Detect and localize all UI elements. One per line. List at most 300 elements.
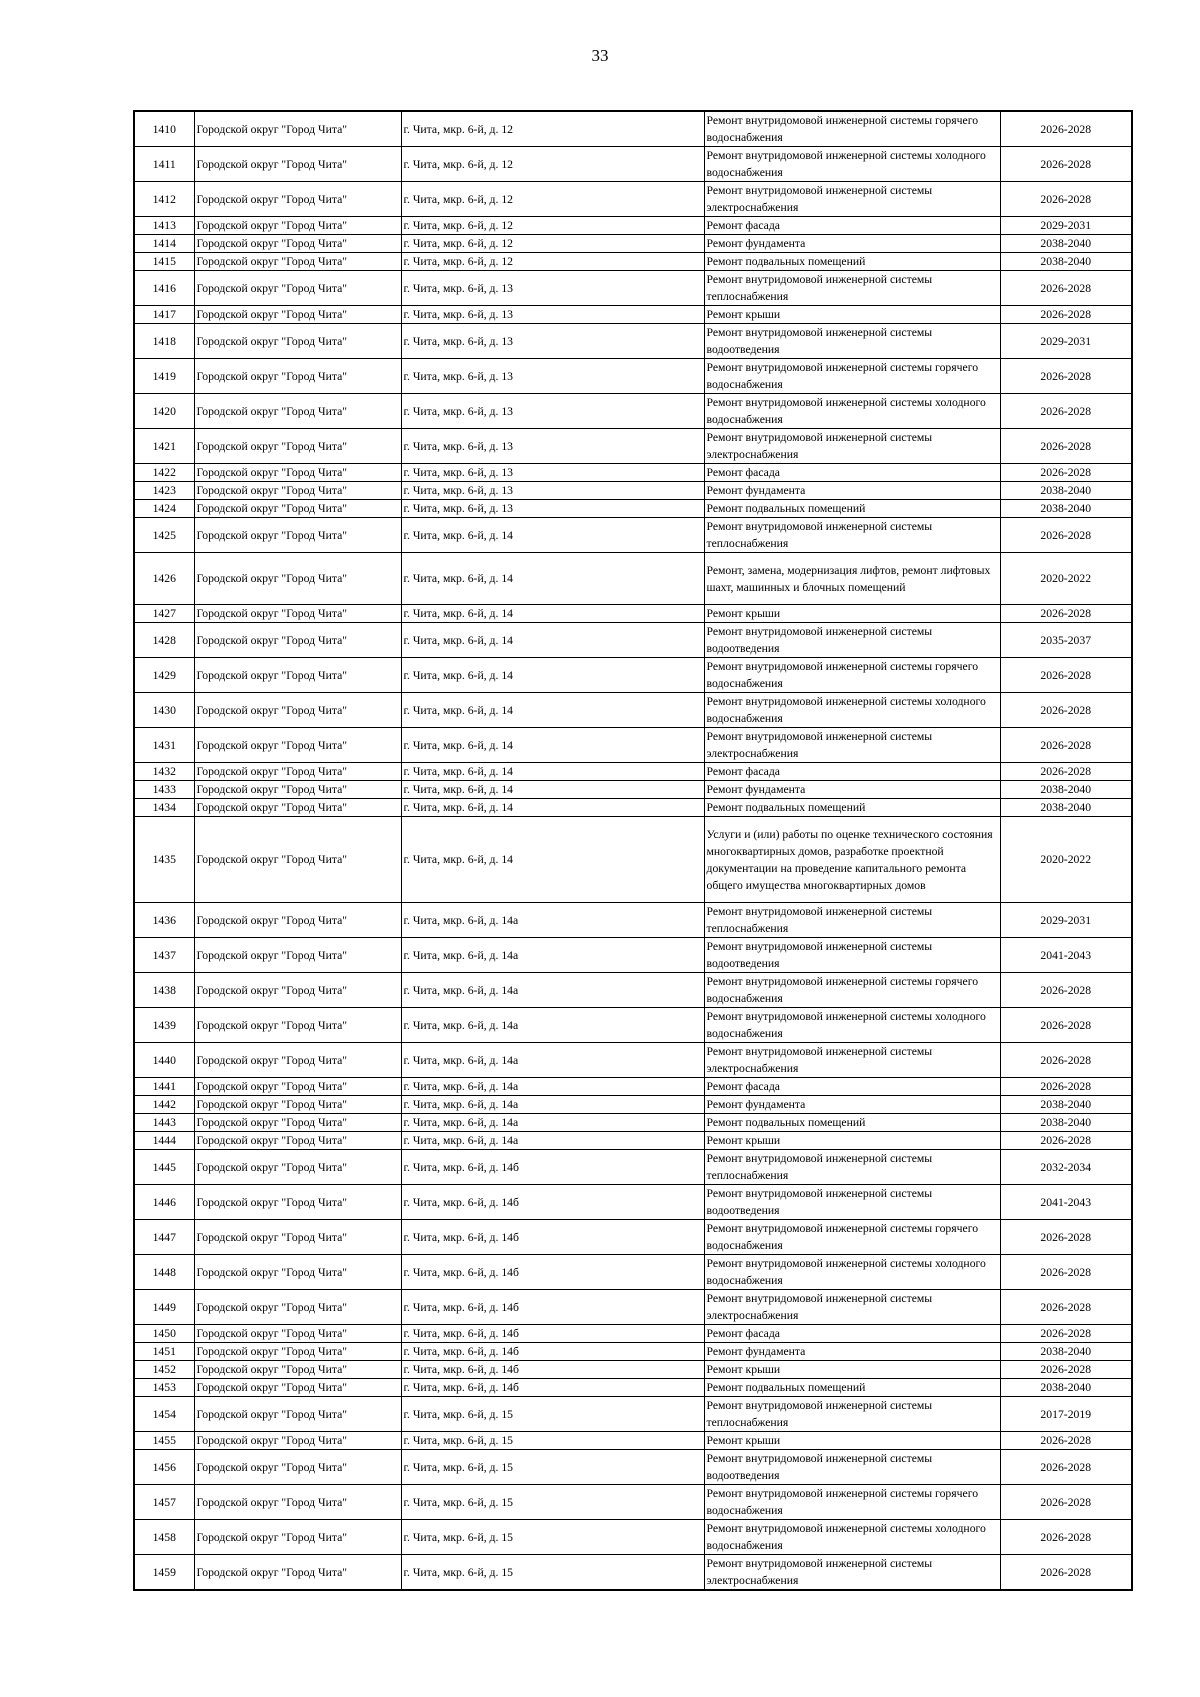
- table-row: [134, 973, 1132, 1008]
- table-row: [134, 1485, 1132, 1520]
- row-number: 1451: [134, 1343, 194, 1361]
- table-row: [134, 658, 1132, 693]
- municipality-cell: Городской округ "Город Чита": [194, 1096, 401, 1114]
- work-type-cell: Ремонт подвальных помещений: [704, 500, 1000, 518]
- table-row: [134, 605, 1132, 623]
- table-row: [134, 394, 1132, 429]
- row-number: 1448: [134, 1255, 194, 1290]
- work-type-cell: Ремонт фасада: [704, 464, 1000, 482]
- row-number: 1454: [134, 1397, 194, 1432]
- period-cell: 2041-2043: [1000, 938, 1132, 973]
- municipality-cell: Городской округ "Город Чита": [194, 938, 401, 973]
- period-cell: 2026-2028: [1000, 658, 1132, 693]
- table-row: [134, 359, 1132, 394]
- address-cell: г. Чита, мкр. 6-й, д. 12: [401, 217, 704, 235]
- period-cell: 2026-2028: [1000, 1432, 1132, 1450]
- period-cell: 2038-2040: [1000, 1343, 1132, 1361]
- table-row: [134, 147, 1132, 182]
- address-cell: г. Чита, мкр. 6-й, д. 12: [401, 182, 704, 217]
- address-cell: г. Чита, мкр. 6-й, д. 14: [401, 658, 704, 693]
- municipality-cell: Городской округ "Город Чита": [194, 429, 401, 464]
- row-number: 1429: [134, 658, 194, 693]
- address-cell: г. Чита, мкр. 6-й, д. 14б: [401, 1150, 704, 1185]
- work-type-cell: Ремонт внутридомовой инженерной системы холодного водоснабжения: [704, 1520, 1000, 1555]
- table-row: [134, 1432, 1132, 1450]
- period-cell: 2038-2040: [1000, 1114, 1132, 1132]
- work-type-cell: Ремонт внутридомовой инженерной системы холодного водоснабжения: [704, 1255, 1000, 1290]
- row-number: 1411: [134, 147, 194, 182]
- table-row: [134, 938, 1132, 973]
- municipality-cell: Городской округ "Город Чита": [194, 1485, 401, 1520]
- row-number: 1436: [134, 903, 194, 938]
- work-type-cell: Ремонт внутридомовой инженерной системы теплоснабжения: [704, 903, 1000, 938]
- work-type-cell: Ремонт внутридомовой инженерной системы горячего водоснабжения: [704, 658, 1000, 693]
- table-row: [134, 1220, 1132, 1255]
- work-type-cell: Ремонт фундамента: [704, 235, 1000, 253]
- address-cell: г. Чита, мкр. 6-й, д. 12: [401, 253, 704, 271]
- municipality-cell: Городской округ "Город Чита": [194, 1450, 401, 1485]
- row-number: 1441: [134, 1078, 194, 1096]
- table-row: [134, 1043, 1132, 1078]
- row-number: 1416: [134, 271, 194, 306]
- table-row: [134, 464, 1132, 482]
- municipality-cell: Городской округ "Город Чита": [194, 728, 401, 763]
- municipality-cell: Городской округ "Город Чита": [194, 217, 401, 235]
- municipality-cell: Городской округ "Город Чита": [194, 1150, 401, 1185]
- work-type-cell: Ремонт внутридомовой инженерной системы водоотведения: [704, 1185, 1000, 1220]
- period-cell: 2026-2028: [1000, 973, 1132, 1008]
- municipality-cell: Городской округ "Город Чита": [194, 394, 401, 429]
- row-number: 1440: [134, 1043, 194, 1078]
- table-row: [134, 799, 1132, 817]
- address-cell: г. Чита, мкр. 6-й, д. 14а: [401, 903, 704, 938]
- row-number: 1434: [134, 799, 194, 817]
- row-number: 1430: [134, 693, 194, 728]
- municipality-cell: Городской округ "Город Чита": [194, 1361, 401, 1379]
- municipality-cell: Городской округ "Город Чита": [194, 500, 401, 518]
- address-cell: г. Чита, мкр. 6-й, д. 14б: [401, 1290, 704, 1325]
- table-row: [134, 217, 1132, 235]
- period-cell: 2026-2028: [1000, 271, 1132, 306]
- period-cell: 2026-2028: [1000, 464, 1132, 482]
- row-number: 1419: [134, 359, 194, 394]
- work-type-cell: Ремонт фундамента: [704, 482, 1000, 500]
- work-type-cell: Ремонт фундамента: [704, 781, 1000, 799]
- address-cell: г. Чита, мкр. 6-й, д. 15: [401, 1520, 704, 1555]
- municipality-cell: Городской округ "Город Чита": [194, 182, 401, 217]
- table-row: [134, 903, 1132, 938]
- municipality-cell: Городской округ "Город Чита": [194, 359, 401, 394]
- period-cell: 2029-2031: [1000, 217, 1132, 235]
- work-type-cell: Ремонт фасада: [704, 1325, 1000, 1343]
- work-type-cell: Ремонт подвальных помещений: [704, 1379, 1000, 1397]
- municipality-cell: Городской округ "Город Чита": [194, 817, 401, 903]
- table-row: [134, 817, 1132, 903]
- municipality-cell: Городской округ "Город Чита": [194, 111, 401, 147]
- address-cell: г. Чита, мкр. 6-й, д. 15: [401, 1485, 704, 1520]
- period-cell: 2026-2028: [1000, 1361, 1132, 1379]
- address-cell: г. Чита, мкр. 6-й, д. 14а: [401, 1008, 704, 1043]
- period-cell: 2038-2040: [1000, 781, 1132, 799]
- address-cell: г. Чита, мкр. 6-й, д. 14: [401, 605, 704, 623]
- municipality-cell: Городской округ "Город Чита": [194, 482, 401, 500]
- address-cell: г. Чита, мкр. 6-й, д. 12: [401, 111, 704, 147]
- municipality-cell: Городской округ "Город Чита": [194, 1325, 401, 1343]
- work-type-cell: Ремонт фасада: [704, 763, 1000, 781]
- row-number: 1427: [134, 605, 194, 623]
- municipality-cell: Городской округ "Город Чита": [194, 605, 401, 623]
- period-cell: 2029-2031: [1000, 324, 1132, 359]
- row-number: 1435: [134, 817, 194, 903]
- table-row: [134, 623, 1132, 658]
- work-type-cell: Ремонт внутридомовой инженерной системы теплоснабжения: [704, 1397, 1000, 1432]
- work-type-cell: Ремонт внутридомовой инженерной системы горячего водоснабжения: [704, 973, 1000, 1008]
- municipality-cell: Городской округ "Город Чита": [194, 1555, 401, 1591]
- address-cell: г. Чита, мкр. 6-й, д. 12: [401, 147, 704, 182]
- period-cell: 2026-2028: [1000, 429, 1132, 464]
- municipality-cell: Городской округ "Город Чита": [194, 235, 401, 253]
- table-row: [134, 182, 1132, 217]
- address-cell: г. Чита, мкр. 6-й, д. 14б: [401, 1185, 704, 1220]
- table-row: [134, 306, 1132, 324]
- address-cell: г. Чита, мкр. 6-й, д. 15: [401, 1432, 704, 1450]
- table-row: [134, 324, 1132, 359]
- table-row: [134, 1132, 1132, 1150]
- work-type-cell: Ремонт внутридомовой инженерной системы электроснабжения: [704, 1043, 1000, 1078]
- table-row: [134, 253, 1132, 271]
- period-cell: 2020-2022: [1000, 817, 1132, 903]
- row-number: 1457: [134, 1485, 194, 1520]
- row-number: 1453: [134, 1379, 194, 1397]
- address-cell: г. Чита, мкр. 6-й, д. 14: [401, 817, 704, 903]
- row-number: 1421: [134, 429, 194, 464]
- row-number: 1422: [134, 464, 194, 482]
- period-cell: 2026-2028: [1000, 394, 1132, 429]
- address-cell: г. Чита, мкр. 6-й, д. 14: [401, 763, 704, 781]
- period-cell: 2041-2043: [1000, 1185, 1132, 1220]
- table-row: [134, 271, 1132, 306]
- table-row: [134, 553, 1132, 605]
- municipality-cell: Городской округ "Город Чита": [194, 693, 401, 728]
- address-cell: г. Чита, мкр. 6-й, д. 14б: [401, 1220, 704, 1255]
- period-cell: 2026-2028: [1000, 1520, 1132, 1555]
- period-cell: 2026-2028: [1000, 1485, 1132, 1520]
- address-cell: г. Чита, мкр. 6-й, д. 13: [401, 306, 704, 324]
- table-row: [134, 518, 1132, 553]
- work-type-cell: Ремонт внутридомовой инженерной системы электроснабжения: [704, 429, 1000, 464]
- municipality-cell: Городской округ "Город Чита": [194, 1220, 401, 1255]
- address-cell: г. Чита, мкр. 6-й, д. 14б: [401, 1255, 704, 1290]
- municipality-cell: Городской округ "Город Чита": [194, 518, 401, 553]
- address-cell: г. Чита, мкр. 6-й, д. 14: [401, 623, 704, 658]
- row-number: 1423: [134, 482, 194, 500]
- address-cell: г. Чита, мкр. 6-й, д. 13: [401, 464, 704, 482]
- address-cell: г. Чита, мкр. 6-й, д. 13: [401, 324, 704, 359]
- period-cell: 2017-2019: [1000, 1397, 1132, 1432]
- table-row: [134, 1150, 1132, 1185]
- row-number: 1444: [134, 1132, 194, 1150]
- row-number: 1425: [134, 518, 194, 553]
- work-type-cell: Ремонт внутридомовой инженерной системы горячего водоснабжения: [704, 1220, 1000, 1255]
- address-cell: г. Чита, мкр. 6-й, д. 14а: [401, 1078, 704, 1096]
- work-type-cell: Ремонт подвальных помещений: [704, 253, 1000, 271]
- work-type-cell: Ремонт, замена, модернизация лифтов, ремонт лифтовых шахт, машинных и блочных помещений: [704, 553, 1000, 605]
- municipality-cell: Городской округ "Город Чита": [194, 781, 401, 799]
- table-row: [134, 1096, 1132, 1114]
- address-cell: г. Чита, мкр. 6-й, д. 14а: [401, 1096, 704, 1114]
- period-cell: 2026-2028: [1000, 111, 1132, 147]
- work-type-cell: Ремонт внутридомовой инженерной системы электроснабжения: [704, 1555, 1000, 1591]
- address-cell: г. Чита, мкр. 6-й, д. 14а: [401, 938, 704, 973]
- row-number: 1442: [134, 1096, 194, 1114]
- municipality-cell: Городской округ "Город Чита": [194, 1290, 401, 1325]
- period-cell: 2026-2028: [1000, 1555, 1132, 1591]
- work-type-cell: Ремонт фасада: [704, 217, 1000, 235]
- period-cell: 2026-2028: [1000, 147, 1132, 182]
- row-number: 1449: [134, 1290, 194, 1325]
- table-row: [134, 500, 1132, 518]
- row-number: 1452: [134, 1361, 194, 1379]
- period-cell: 2032-2034: [1000, 1150, 1132, 1185]
- municipality-cell: Городской округ "Город Чита": [194, 1397, 401, 1432]
- table-row: [134, 693, 1132, 728]
- address-cell: г. Чита, мкр. 6-й, д. 13: [401, 482, 704, 500]
- municipality-cell: Городской округ "Город Чита": [194, 1185, 401, 1220]
- municipality-cell: Городской округ "Город Чита": [194, 1343, 401, 1361]
- address-cell: г. Чита, мкр. 6-й, д. 13: [401, 359, 704, 394]
- period-cell: 2026-2028: [1000, 763, 1132, 781]
- municipality-cell: Городской округ "Город Чита": [194, 464, 401, 482]
- period-cell: 2026-2028: [1000, 605, 1132, 623]
- period-cell: 2026-2028: [1000, 306, 1132, 324]
- work-type-cell: Ремонт внутридомовой инженерной системы теплоснабжения: [704, 271, 1000, 306]
- work-type-cell: Ремонт внутридомовой инженерной системы теплоснабжения: [704, 518, 1000, 553]
- table-row: [134, 1325, 1132, 1343]
- period-cell: 2026-2028: [1000, 728, 1132, 763]
- table-row: [134, 1255, 1132, 1290]
- work-type-cell: Услуги и (или) работы по оценке технического состояния многоквартирных домов, разработке проектной документации на проведение капитального ремонта общего имущества многоквартирных домов: [704, 817, 1000, 903]
- address-cell: г. Чита, мкр. 6-й, д. 15: [401, 1450, 704, 1485]
- municipality-cell: Городской округ "Город Чита": [194, 623, 401, 658]
- table-row: [134, 235, 1132, 253]
- work-type-cell: Ремонт внутридомовой инженерной системы горячего водоснабжения: [704, 111, 1000, 147]
- row-number: 1431: [134, 728, 194, 763]
- period-cell: 2026-2028: [1000, 1132, 1132, 1150]
- municipality-cell: Городской округ "Город Чита": [194, 1008, 401, 1043]
- table-row: [134, 1343, 1132, 1361]
- work-type-cell: Ремонт внутридомовой инженерной системы электроснабжения: [704, 728, 1000, 763]
- row-number: 1456: [134, 1450, 194, 1485]
- work-type-cell: Ремонт подвальных помещений: [704, 799, 1000, 817]
- row-number: 1445: [134, 1150, 194, 1185]
- table-row: [134, 1114, 1132, 1132]
- period-cell: 2026-2028: [1000, 1290, 1132, 1325]
- period-cell: 2029-2031: [1000, 903, 1132, 938]
- municipality-cell: Городской округ "Город Чита": [194, 553, 401, 605]
- period-cell: 2020-2022: [1000, 553, 1132, 605]
- municipality-cell: Городской округ "Город Чита": [194, 1114, 401, 1132]
- municipality-cell: Городской округ "Город Чита": [194, 763, 401, 781]
- row-number: 1458: [134, 1520, 194, 1555]
- work-type-cell: Ремонт внутридомовой инженерной системы холодного водоснабжения: [704, 147, 1000, 182]
- address-cell: г. Чита, мкр. 6-й, д. 15: [401, 1555, 704, 1591]
- row-number: 1418: [134, 324, 194, 359]
- period-cell: 2038-2040: [1000, 500, 1132, 518]
- work-type-cell: Ремонт фундамента: [704, 1096, 1000, 1114]
- table-row: [134, 1397, 1132, 1432]
- period-cell: 2026-2028: [1000, 1255, 1132, 1290]
- municipality-cell: Городской округ "Город Чита": [194, 1078, 401, 1096]
- work-type-cell: Ремонт внутридомовой инженерной системы водоотведения: [704, 938, 1000, 973]
- address-cell: г. Чита, мкр. 6-й, д. 13: [401, 429, 704, 464]
- work-type-cell: Ремонт внутридомовой инженерной системы электроснабжения: [704, 1290, 1000, 1325]
- municipality-cell: Городской округ "Город Чита": [194, 1432, 401, 1450]
- address-cell: г. Чита, мкр. 6-й, д. 14б: [401, 1379, 704, 1397]
- row-number: 1433: [134, 781, 194, 799]
- table-row: [134, 111, 1132, 147]
- table-body: [134, 111, 1132, 1590]
- period-cell: 2038-2040: [1000, 482, 1132, 500]
- period-cell: 2038-2040: [1000, 235, 1132, 253]
- address-cell: г. Чита, мкр. 6-й, д. 13: [401, 394, 704, 429]
- address-cell: г. Чита, мкр. 6-й, д. 14: [401, 693, 704, 728]
- municipality-cell: Городской округ "Город Чита": [194, 324, 401, 359]
- row-number: 1424: [134, 500, 194, 518]
- work-type-cell: Ремонт крыши: [704, 605, 1000, 623]
- row-number: 1438: [134, 973, 194, 1008]
- municipality-cell: Городской округ "Город Чита": [194, 147, 401, 182]
- period-cell: 2026-2028: [1000, 1325, 1132, 1343]
- municipality-cell: Городской округ "Город Чита": [194, 306, 401, 324]
- period-cell: 2038-2040: [1000, 1379, 1132, 1397]
- work-type-cell: Ремонт внутридомовой инженерной системы водоотведения: [704, 1450, 1000, 1485]
- address-cell: г. Чита, мкр. 6-й, д. 14б: [401, 1343, 704, 1361]
- row-number: 1417: [134, 306, 194, 324]
- municipality-cell: Городской округ "Город Чита": [194, 271, 401, 306]
- table-row: [134, 1379, 1132, 1397]
- address-cell: г. Чита, мкр. 6-й, д. 13: [401, 500, 704, 518]
- period-cell: 2026-2028: [1000, 693, 1132, 728]
- row-number: 1414: [134, 235, 194, 253]
- work-type-cell: Ремонт крыши: [704, 306, 1000, 324]
- page-number: 33: [591, 46, 609, 65]
- row-number: 1450: [134, 1325, 194, 1343]
- row-number: 1447: [134, 1220, 194, 1255]
- work-type-cell: Ремонт внутридомовой инженерной системы горячего водоснабжения: [704, 1485, 1000, 1520]
- period-cell: 2038-2040: [1000, 1096, 1132, 1114]
- address-cell: г. Чита, мкр. 6-й, д. 14а: [401, 1132, 704, 1150]
- row-number: 1410: [134, 111, 194, 147]
- municipality-cell: Городской округ "Город Чита": [194, 1043, 401, 1078]
- work-type-cell: Ремонт внутридомовой инженерной системы холодного водоснабжения: [704, 693, 1000, 728]
- table-row: [134, 763, 1132, 781]
- work-type-cell: Ремонт крыши: [704, 1132, 1000, 1150]
- municipality-cell: Городской округ "Город Чита": [194, 1379, 401, 1397]
- row-number: 1459: [134, 1555, 194, 1591]
- address-cell: г. Чита, мкр. 6-й, д. 14: [401, 799, 704, 817]
- address-cell: г. Чита, мкр. 6-й, д. 14а: [401, 1043, 704, 1078]
- municipality-cell: Городской округ "Город Чита": [194, 903, 401, 938]
- address-cell: г. Чита, мкр. 6-й, д. 14а: [401, 973, 704, 1008]
- row-number: 1426: [134, 553, 194, 605]
- period-cell: 2026-2028: [1000, 359, 1132, 394]
- address-cell: г. Чита, мкр. 6-й, д. 14б: [401, 1361, 704, 1379]
- municipality-cell: Городской округ "Город Чита": [194, 1132, 401, 1150]
- address-cell: г. Чита, мкр. 6-й, д. 14б: [401, 1325, 704, 1343]
- work-type-cell: Ремонт крыши: [704, 1361, 1000, 1379]
- table-row: [134, 1290, 1132, 1325]
- table-row: [134, 1450, 1132, 1485]
- table-row: [134, 1078, 1132, 1096]
- row-number: 1420: [134, 394, 194, 429]
- work-type-cell: Ремонт внутридомовой инженерной системы теплоснабжения: [704, 1150, 1000, 1185]
- period-cell: 2035-2037: [1000, 623, 1132, 658]
- work-type-cell: Ремонт фасада: [704, 1078, 1000, 1096]
- address-cell: г. Чита, мкр. 6-й, д. 14: [401, 518, 704, 553]
- period-cell: 2026-2028: [1000, 1220, 1132, 1255]
- row-number: 1446: [134, 1185, 194, 1220]
- municipality-cell: Городской округ "Город Чита": [194, 658, 401, 693]
- work-type-cell: Ремонт внутридомовой инженерной системы холодного водоснабжения: [704, 1008, 1000, 1043]
- table-row: [134, 482, 1132, 500]
- work-type-cell: Ремонт подвальных помещений: [704, 1114, 1000, 1132]
- municipality-cell: Городской округ "Город Чита": [194, 973, 401, 1008]
- period-cell: 2038-2040: [1000, 253, 1132, 271]
- address-cell: г. Чита, мкр. 6-й, д. 12: [401, 235, 704, 253]
- work-type-cell: Ремонт внутридомовой инженерной системы водоотведения: [704, 623, 1000, 658]
- work-type-cell: Ремонт фундамента: [704, 1343, 1000, 1361]
- work-type-cell: Ремонт внутридомовой инженерной системы электроснабжения: [704, 182, 1000, 217]
- work-type-cell: Ремонт крыши: [704, 1432, 1000, 1450]
- table-row: [134, 1008, 1132, 1043]
- table-row: [134, 1555, 1132, 1591]
- municipality-cell: Городской округ "Город Чита": [194, 1520, 401, 1555]
- period-cell: 2026-2028: [1000, 1008, 1132, 1043]
- repair-schedule-table: [133, 110, 1133, 1591]
- table-row: [134, 1520, 1132, 1555]
- table-row: [134, 1361, 1132, 1379]
- work-type-cell: Ремонт внутридомовой инженерной системы водоотведения: [704, 324, 1000, 359]
- address-cell: г. Чита, мкр. 6-й, д. 14: [401, 728, 704, 763]
- row-number: 1437: [134, 938, 194, 973]
- work-type-cell: Ремонт внутридомовой инженерной системы горячего водоснабжения: [704, 359, 1000, 394]
- row-number: 1415: [134, 253, 194, 271]
- table-row: [134, 781, 1132, 799]
- row-number: 1432: [134, 763, 194, 781]
- address-cell: г. Чита, мкр. 6-й, д. 14: [401, 553, 704, 605]
- row-number: 1428: [134, 623, 194, 658]
- municipality-cell: Городской округ "Город Чита": [194, 1255, 401, 1290]
- table-row: [134, 1185, 1132, 1220]
- municipality-cell: Городской округ "Город Чита": [194, 253, 401, 271]
- row-number: 1443: [134, 1114, 194, 1132]
- address-cell: г. Чита, мкр. 6-й, д. 15: [401, 1397, 704, 1432]
- period-cell: 2026-2028: [1000, 1078, 1132, 1096]
- period-cell: 2026-2028: [1000, 518, 1132, 553]
- row-number: 1455: [134, 1432, 194, 1450]
- work-type-cell: Ремонт внутридомовой инженерной системы холодного водоснабжения: [704, 394, 1000, 429]
- address-cell: г. Чита, мкр. 6-й, д. 14а: [401, 1114, 704, 1132]
- address-cell: г. Чита, мкр. 6-й, д. 14: [401, 781, 704, 799]
- row-number: 1439: [134, 1008, 194, 1043]
- table-row: [134, 728, 1132, 763]
- row-number: 1412: [134, 182, 194, 217]
- period-cell: 2026-2028: [1000, 1450, 1132, 1485]
- municipality-cell: Городской округ "Город Чита": [194, 799, 401, 817]
- period-cell: 2026-2028: [1000, 182, 1132, 217]
- table-row: [134, 429, 1132, 464]
- row-number: 1413: [134, 217, 194, 235]
